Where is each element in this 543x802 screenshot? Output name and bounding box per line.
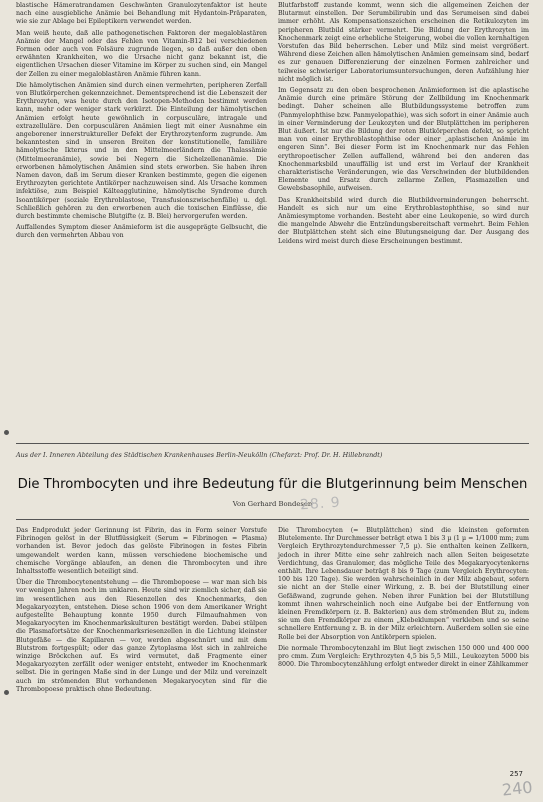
paragraph: Die hämolytischen Anämien sind durch einen vermehrten, peripheren Zerfall von Blutkörperchen gekennzeichnet. Dementsprechend ist die Lebenszeit der Erythrozyten, was heute durch den Isotopen-Methoden bestimmt werden kann, mehr oder weniger stark verkürzt. Die Einteilung der hämolytischen Anämien erfolgt heute gewöhnlich in corpusculäre, intragale und extrazelluläre. Den corpusculären Anämien liegt mit einer Ausnahme ein angeborener innerstruktureller Defekt der Erythrozytenform zugrunde. Am bekanntesten sind in unseren Breiten der konstitutionelle, familiäre hämolytische Ikterus und in den Mittelmeerländern die Thalassämie (Mittelmeeranämie), sowie bei Negern die Sichelzellenanämie. Die erworbenen hämolytischen Anämien sind stets erworben. Sie haben ihren Namen davon, daß im Serum dieser Kranken bestimmte, gegen die eigenen Erythrozyten gerichtete Antikörper nachzuweisen sind. Als Ursache kommen infektiöse, zum Beispiel Kälteagglutinine, hämolytische Syndrome durch Isoantikörper (soziale Erythroblastose, Transfusionszwischenfälle) u. dgl. Schließlich gehören zu den erworbenen auch die toxischen Einflüsse, die durch bestimmte chemische Blutgifte (z. B. Blei) hervorgerufen werden. [16,81,267,221]
bottom-right-column [278,527,529,789]
paragraph: Die Thrombocyten (= Blutplättchen) sind die kleinsten geformten Blutelemente. Ihr Durchmesser beträgt etwa 1 bis 3 µ (1 µ = 1/1000 mm; zum Vergleich Erythrozytendurchmesser 7,5 µ). Sie enthalten keinen Zellkern, jedoch in ihrer Mitte eine sehr zahlreich nach allen Seiten beigesetzte Verdichtung, das Granulomer, das mögliche Teile des Megakaryocytenkerns enthält. Ihre Lebensdauer beträgt 8 bis 9 Tage (zum Vergleich Erythrocyten: 100 bis 120 Tage). Sie werden wahrscheinlich in der Milz abgebaut, sofern sie nicht an der Stelle einer Wirkung, z. B. bei der Blutstillung einer Gefäßwand, zugrunde gehen. Neben ihrer Funktion bei der Blutstillung kommt ihnen wahrscheinlich noch eine Aufgabe bei der Entfernung von kleinen Fremdkörpern (z. B. Bakterien) aus dem strömenden Blut zu, indem sie um den Fremdkörper zu einem „Klebeklumpen“ verkleben und so seine schnellere Entfernung z. B. in der Milz erleichtern. Außerdem sollen sie eine Rolle bei der Absorption von Antikörpern spielen. [278,527,529,641]
paragraph: Blutfarbstoff zustande kommt, wenn sich die allgemeinen Zeichen der Blutarmut einstellen. Der Serumbilirubin und das Serumeisen sind dabei immer erhöht. Als Kompensationszeichen erscheinen die Retikulozyten im peripheren Blutbild stärker vermehrt. Die Bildung der Erythrozyten im Knochenmark zeigt eine erhebliche Steigerung, wobei die vollen kernhaltigen Vorstufen das Bild beherrschen. Leber und Milz sind meist vergrößert. Während diese Zeichen allen hämolytischen Anämien gemeinsam sind, bedarf es zur genauen Differenzierung der einzelnen Formen zahlreicher und teilweise schwieriger Laboratoriumsuntersuchungen, deren Aufzählung hier nicht möglich ist. [278,2,529,83]
bottom-left-column [16,527,267,789]
punch-hole-mark [4,690,9,695]
affiliation-line: Aus der I. Inneren Abteilung des Städtischen Krankenhauses Berlin-Neukölln (Chefarzt: Prof. Dr. H. Hillebrandt) [16,451,383,459]
paragraph: Über die Thrombocytenentstehung — die Thrombopoese — war man sich bis vor wenigen Jahren noch im unklaren. Heute sind wir ziemlich sicher, daß sie im wesentlichen aus den Riesenzellen des Knochenmarks, den Megakaryozyten, entstehen. Diese schon 1906 von dem Amerikaner Wright aufgestellte Behauptung konnte 1950 durch Filmaufnahmen von Megakaryocyten im Knochenmarkskulturen bestätigt werden. Dabei stülpen die Plasmafortsätze der Knochenmarksriesenzellen in die Lichtung kleinster Blutgefäße — die Kapillaren — vor, werden abgeschnürt und mit dem Blutstrom fortgespült; oder das ganze Zytoplasma löst sich in zahlreiche winzige Bröckchen auf. Es wird vermutet, daß Fragmente einer Megakaryozyten zerfällt oder weniger entsteht, entweder im Knochenmark selbst. Die in geringen Maße sind in der Lunge und der Milz und vereinzelt auch im strömenden Blut vorhandenen Megakaryocyten sind für die Thrombopoese praktisch ohne Bedeutung. [16,579,267,693]
paragraph: Auffallendes Symptom dieser Anämieform ist die ausgeprägte Gelbsucht, die durch den vermehrten Abbau von [16,224,267,240]
title-divider [16,519,529,520]
paragraph: blastische Hämeratrandamen Geschwänten Granulozytenfaktor ist heute nach eine ausgiebliche Anämie bei Behandlung mit Hydantoin-Präparaten, wie sie zur Ablage bei Epileptikern verwendet werden. [16,2,267,26]
top-left-column [16,2,267,440]
paragraph: Die normale Thrombocytenzahl im Blut liegt zwischen 150 000 und 400 000 pro cmm. Zum Vergleich: Erythrozyten 4,5 bis 5,5 Mill., Leukozyten 5000 bis 8000. Die Thrombocytenzählung erfolgt entweder direkt in einer Zählkammer [278,644,529,669]
bottom-text-columns [16,527,529,789]
paragraph: Im Gegensatz zu den oben besprochenen Anämieformen ist die aplastische Anämie durch eine primäre Störung der Zellbildung im Knochenmark bedingt. Daher scheinen alle Blutbildungssysteme betroffen zum (Panmyelophthise bzw. Panmyelopathie), was sich sofort in einer Anämie auch in einer Verminderung der Leukozyten und der Blutplättchen im peripheren Blut äußert. Ist nur die Bildung der roten Blutkörperchen defekt, so spricht man von einer Erythroblastophthise oder einer „aplastischen Anämie im engeren Sinn“. Bei dieser Form ist im Knochenmark nur das Fehlen erythropoetischer Zellen auffallend, während bei den anderen das Knochenmarksbild unauffällig ist und erst im Verlauf der Krankheit charakteristische Veränderungen, wie das Verschwinden der blutbildenden Elemente und Ersatz durch zellarme Zellen, Plasmazellen und Gewebsbasophile, aufweisen. [278,87,529,193]
handwritten-date-annotation: 28. 9 [299,494,342,514]
article-author: Von Gerhard Bondesen [232,500,313,508]
punch-hole-mark [4,430,9,435]
page-number: 257 [509,770,523,778]
article-title: Die Thrombocyten und ihre Bedeutung für die Blutgerinnung beim Menschen [17,477,528,492]
top-text-columns [16,2,529,440]
paragraph: Das Krankheitsbild wird durch die Blutbildverminderungen beherrscht. Handelt es sich nur um eine Erythroblastophthise, so sind nur Anämiesymptome vorhanden. Besteht aber eine Leukopenie, so wird durch die mangelnde Abwehr die Entzündungsbereitschaft vermehrt. Beim Fehlen der Blutplättchen steht sich eine Blutungsneigung dar. Der Ausgang des Leidens wird meist durch diese Erscheinungen bestimmt. [278,196,529,245]
section-divider [16,443,529,444]
paragraph: Das Endprodukt jeder Gerinnung ist Fibrin, das in Form seiner Vorstufe Fibrinogen gelöst in der Blutflüssigkeit (Serum = Fibrinogen = Plasma) vorhanden ist. Bevor jedoch das gelöste Fibrinogen in festes Fibrin umgewandelt werden kann, müssen verschiedene biochemische und chemische Vorgänge ablaufen, an denen die Thrombocyten und ihre Inhaltsstoffe wesentlich beteiligt sind. [16,527,267,576]
handwritten-page-annotation: 240 [501,777,534,800]
top-right-column [278,2,529,440]
paragraph: Man weiß heute, daß alle pathogenetischen Faktoren der megaloblastären Anämie der Mangel oder das Fehlen von Vitamin-B12 bei verschiedenen Formen oder auch von Folsäure zugrunde liegen, so daß außer den oben erwähnten Krankheiten, wo die Ursache nicht ganz bekannt ist, die eigentlichen Ursachen dieser Vitamine im Körper zu suchen sind, ein Mangel der Zellen zu einer megaloblastären Anämie führen kann. [16,29,267,78]
